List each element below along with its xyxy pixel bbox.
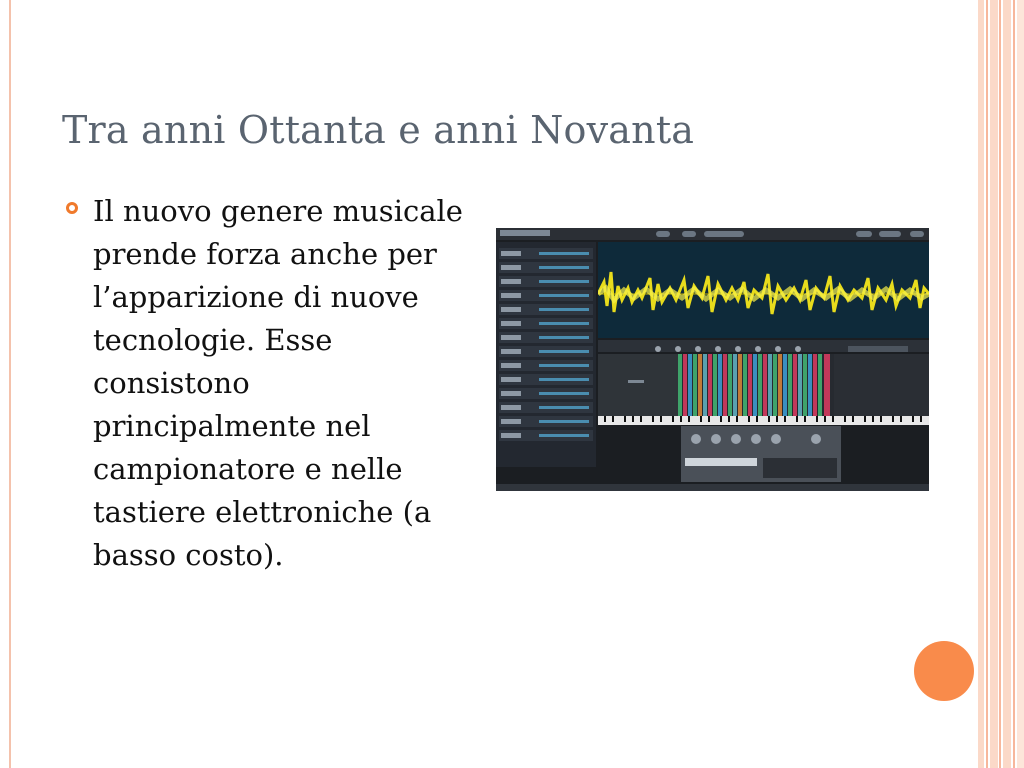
- daw-track: [499, 430, 593, 441]
- daw-logo: [500, 230, 550, 236]
- daw-status-bar: [496, 484, 929, 491]
- daw-track: [499, 332, 593, 343]
- bullet-ring-icon: [66, 202, 78, 214]
- daw-waveform-display: [598, 242, 929, 338]
- waveform-graphic: [598, 242, 929, 338]
- knob-icon: [711, 434, 721, 444]
- slide-title: Tra anni Ottanta e anni Novanta: [62, 108, 695, 152]
- right-decorative-stripe: [1003, 0, 1011, 768]
- daw-toolbar: [496, 228, 929, 240]
- daw-track: [499, 346, 593, 357]
- daw-software-screenshot: [496, 228, 929, 491]
- daw-track: [499, 290, 593, 301]
- knob-icon: [731, 434, 741, 444]
- daw-preset-field: [685, 458, 757, 466]
- bullet-text: Il nuovo genere musicale prende forza anche per l’apparizione di nuove tecnologie. Esse consistono principalmente nel campionatore e nelle tastiere elettroniche (a basso costo).: [93, 194, 463, 572]
- daw-track: [499, 402, 593, 413]
- daw-piano-roll: [598, 354, 929, 416]
- piano-roll-graphic: [598, 354, 929, 416]
- right-decorative-stripe: [990, 0, 998, 768]
- daw-track: [499, 416, 593, 427]
- knob-icon: [771, 434, 781, 444]
- left-border-line: [9, 0, 11, 768]
- right-decorative-stripe: [1013, 0, 1015, 768]
- daw-track: [499, 262, 593, 273]
- knob-icon: [811, 434, 821, 444]
- knob-icon: [751, 434, 761, 444]
- right-decorative-stripe: [999, 0, 1001, 768]
- daw-track: [499, 276, 593, 287]
- daw-track: [499, 304, 593, 315]
- daw-track: [499, 360, 593, 371]
- right-decorative-stripe: [978, 0, 984, 768]
- daw-edit-toolbar: [598, 340, 929, 352]
- daw-toolbar-control: [856, 231, 872, 237]
- daw-keyboard-strip: [598, 416, 929, 425]
- daw-display-box: [763, 458, 837, 478]
- daw-synth-panel: [681, 426, 841, 482]
- daw-toolbar-control: [879, 231, 901, 237]
- decorative-orange-circle: [914, 641, 974, 701]
- knob-icon: [691, 434, 701, 444]
- daw-track: [499, 388, 593, 399]
- daw-toolbar-control: [656, 231, 670, 237]
- right-decorative-stripe: [986, 0, 988, 768]
- daw-track-list: [496, 242, 596, 467]
- right-decorative-stripe: [1017, 0, 1024, 768]
- daw-track: [499, 248, 593, 259]
- daw-track: [499, 318, 593, 329]
- daw-track: [499, 374, 593, 385]
- daw-toolbar-control: [910, 231, 924, 237]
- daw-toolbar-control: [682, 231, 696, 237]
- daw-toolbar-control: [704, 231, 744, 237]
